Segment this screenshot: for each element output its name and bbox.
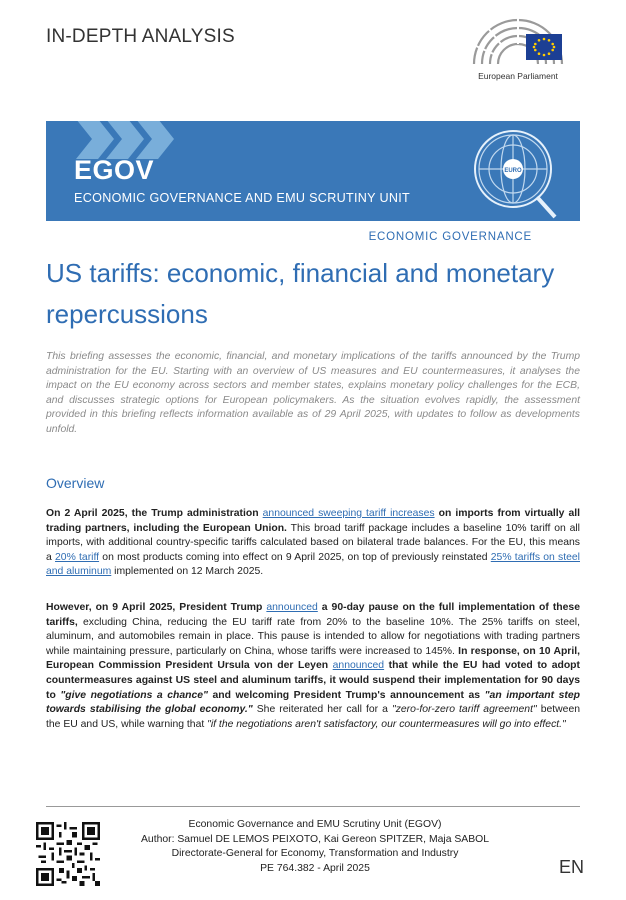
p2-text-3: between the EU and US, while warning that (46, 704, 581, 730)
p2-quote-4: "if the negotiations aren't satisfactory, our countermeasures will go into effect." (207, 718, 566, 730)
category-label: ECONOMIC GOVERNANCE (368, 231, 532, 243)
p2-quote-1: "give negotiations a chance" (60, 689, 208, 701)
link-20-percent-tariff[interactable]: 20% tariff (55, 551, 100, 563)
footer-info (110, 818, 520, 876)
p2-bold-2: a 90-day pause on the full implementation of these tariffs, (46, 602, 580, 628)
link-von-der-leyen-announced[interactable]: announced (332, 660, 385, 672)
overview-heading: Overview (46, 475, 105, 491)
chevrons-icon (76, 121, 196, 159)
p1-text-3: implemented on 12 March 2025. (111, 566, 264, 578)
abstract-text: This briefing assesses the economic, financial, and monetary implications of the tariffs announced by the Trump administration for the EU. Starting with an overview of US measures and EU countermeasures, it analyses the impact on the EU economy across sectors and member states, explains monetary policy challenges for the ECB, and discusses strategic options for European policymakers. As the situation evolves rapidly, the assessment provided in this briefing reflects information available as of 29 April 2025, with updates to follow as developments unfold. (46, 351, 580, 435)
p2-quote-2: "an important step towards stabilising the global economy." (46, 689, 580, 716)
p1-text-2: on most products coming into effect on 9 April 2025, on top of previously reinstated (99, 551, 491, 563)
banner-acronym: EGOV (74, 155, 155, 185)
footer-directorate: Directorate-General for Economy, Transformation and Industry (171, 848, 459, 859)
p2-text-1: excluding China, reducing the EU tariff rate from 20% to the baseline 10%. The 25% tariffs on steel, aluminum, and automobiles remain in place. This pause is intended to allow for negotiations with trading partners while maintaining pressure, particularly on China, whose tariffs were increased to 145%. (46, 616, 580, 657)
p1-bold-2: on imports from virtually all trading partners, including the European Union. (46, 508, 581, 534)
document-type: IN-DEPTH ANALYSIS (46, 26, 235, 47)
page-title: US tariffs: economic, financial and monetary repercussions (46, 258, 555, 329)
p1-text-1: This broad tariff package includes a baseline 10% tariff on all imports, with additional country-specific tariffs calculated based on bilateral trade balances. For the EU, this means a (46, 522, 580, 563)
banner-unit-name: ECONOMIC GOVERNANCE AND EMU SCRUTINY UNIT (74, 191, 411, 205)
qr-code-icon (36, 822, 100, 886)
p2-bold-5: and welcoming President Trump's announcement as (207, 689, 485, 701)
globe-label: EURO (504, 168, 522, 174)
parliament-hemicycle-icon (468, 14, 568, 70)
p2-quote-3: "zero-for-zero tariff agreement" (392, 704, 537, 716)
p1-bold-1: On 2 April 2025, the Trump administration (46, 508, 263, 519)
p2-bold-1: However, on 9 April 2025, President Trump (46, 602, 267, 613)
logo-label: European Parliament (478, 71, 558, 81)
footer-divider (46, 806, 580, 807)
euro-globe-icon (451, 125, 580, 221)
p2-bold-4: that while the EU had voted to adopt countermeasures against US steel and aluminum tariffs, it would suspend their implementation for 90 days to (46, 660, 580, 701)
language-code: EN (559, 857, 585, 877)
link-trump-announced[interactable]: announced (266, 602, 318, 613)
european-parliament-logo (468, 14, 568, 88)
link-steel-aluminum-tariffs[interactable]: 25% tariffs on steel and aluminum (46, 551, 580, 578)
overview-paragraph-1 (46, 507, 580, 580)
link-sweeping-tariff-increases[interactable]: announced sweeping tariff increases (262, 508, 435, 519)
overview-paragraph-2 (46, 601, 580, 732)
egov-banner (46, 121, 580, 221)
footer-unit: Economic Governance and EMU Scrutiny Unit (EGOV) (188, 819, 442, 830)
footer-reference: PE 764.382 - April 2025 (260, 862, 370, 874)
footer-authors: Author: Samuel DE LEMOS PEIXOTO, Kai Gereon SPITZER, Maja SABOL (140, 833, 490, 845)
p2-bold-3: In response, on 10 April, European Commission President Ursula von der Leyen (46, 645, 581, 672)
p2-text-2: She reiterated her call for a (252, 704, 392, 716)
